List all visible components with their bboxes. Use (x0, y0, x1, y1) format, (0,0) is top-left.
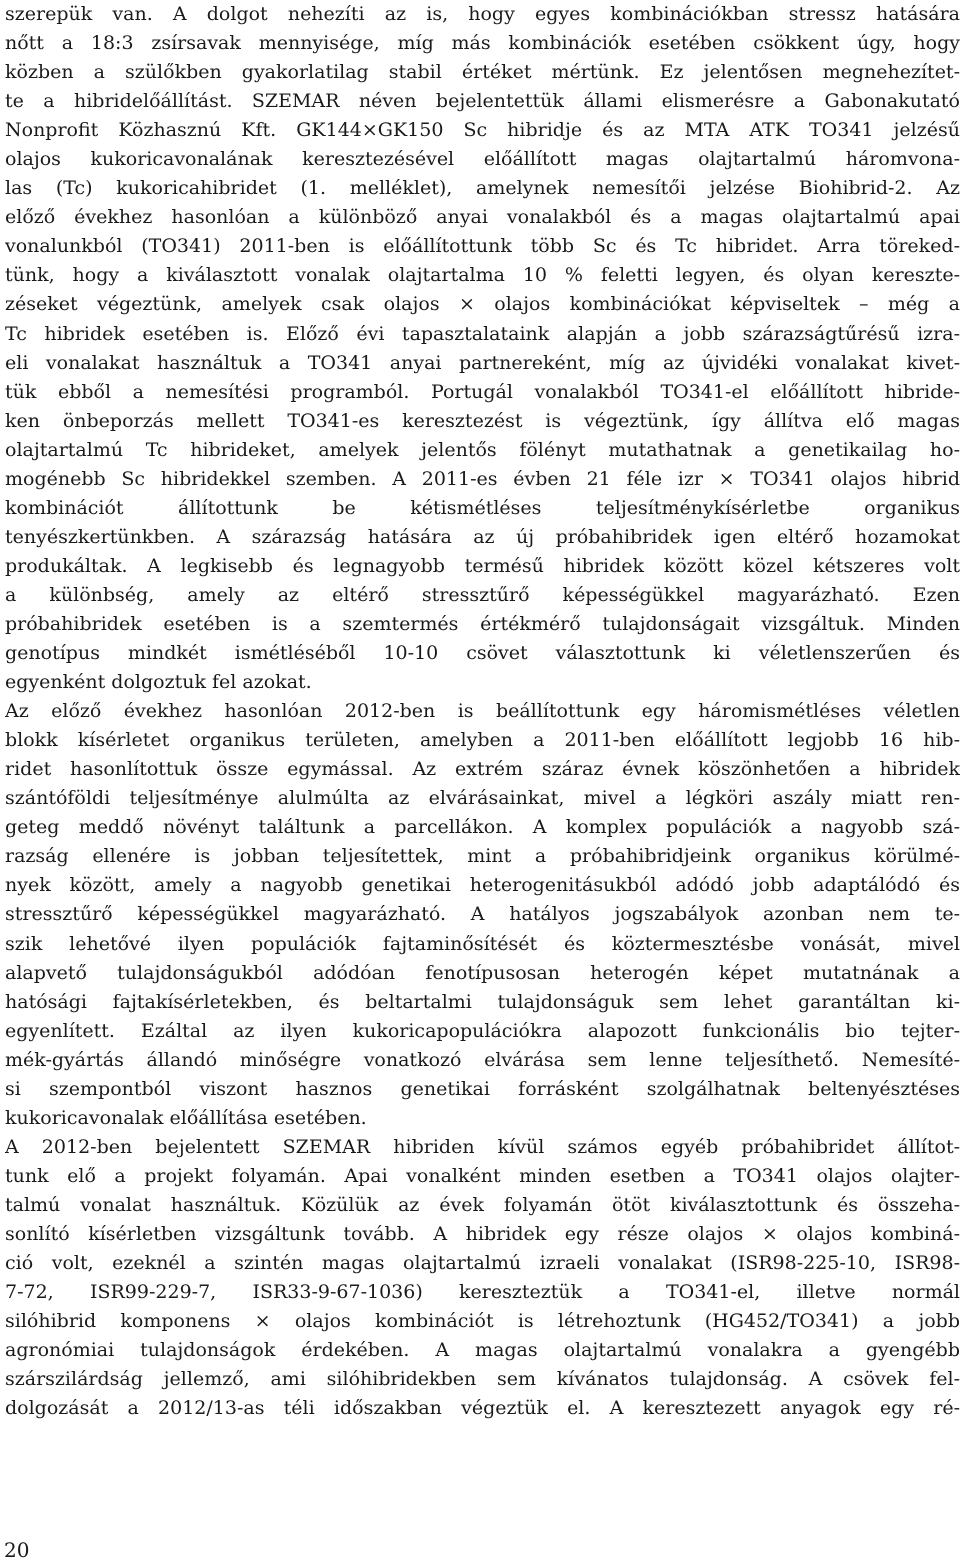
text-line: silóhibrid komponens × olajos kombinációt is létrehoztunk (HG452/TO341) a jobb (5, 1310, 960, 1333)
text-line: Nonprofit Közhasznú Kft. GK144×GK150 Sc hibridje és az MTA ATK TO341 jelzésű (5, 119, 960, 142)
text-line: kombinációt állítottunk be kétismétléses teljesítménykísérletbe organikus (5, 496, 960, 519)
text-line: mogénebb Sc hibridekkel szemben. A 2011-es évben 21 féle izr × TO341 olajos hibrid (5, 467, 960, 490)
text-line: produkáltak. A legkisebb és legnagyobb termésű hibridek között közel kétszeres volt (5, 554, 960, 577)
text-line: Az előző évekhez hasonlóan 2012-ben is beállítottunk egy háromismétléses véletlen (5, 700, 960, 723)
text-line: tunk elő a projekt folyamán. Apai vonalként minden esetben a TO341 olajos olajter- (5, 1164, 960, 1187)
text-line: előző évekhez hasonlóan a különböző anyai vonalakból és a magas olajtartalmú apai (5, 206, 960, 229)
text-line: las (Tc) kukoricahibridet (1. melléklet), amelynek nemesítői jelzése Biohibrid-2. Az (5, 177, 960, 200)
text-line: tük ebből a nemesítési programból. Portugál vonalakból TO341-el előállított hibride- (5, 380, 960, 403)
text-line: a különbség, amely az eltérő stressztűrő képességükkel magyarázható. Ezen (5, 583, 960, 606)
text-line: hatósági fajtakísérletekben, és beltartalmi tulajdonságuk sem lehet garantáltan ki- (5, 990, 960, 1013)
text-line: olajos kukoricavonalának keresztezésével előállított magas olajtartalmú háromvona- (5, 148, 960, 171)
text-line: egyenként dolgoztuk fel azokat. (5, 671, 312, 694)
text-line: agronómiai tulajdonságok érdekében. A magas olajtartalmú vonalakra a gyengébb (5, 1339, 960, 1362)
text-line: Tc hibridek esetében is. Előző évi tapasztalataink alapján a jobb szárazságtűrésű izra- (5, 322, 960, 345)
text-line: eli vonalakat használtuk a TO341 anyai partnereként, míg az újvidéki vonalakat kivet- (5, 351, 960, 374)
text-line: egyenlített. Ezáltal az ilyen kukoricapopulációkra alapozott funkcionális bio tejter- (5, 1019, 960, 1042)
text-line: zéseket végeztünk, amelyek csak olajos × olajos kombinációkat képviseltek – még a (5, 293, 960, 316)
text-line: nyek között, amely a nagyobb genetikai heterogenitásukból adódó jobb adaptálódó és (5, 874, 960, 897)
text-line: dolgozását a 2012/13-as téli időszakban végeztük el. A keresztezett anyagok egy ré- (5, 1397, 960, 1420)
text-line: alapvető tulajdonságukból adódóan fenotípusosan heterogén képet mutatnának a (5, 961, 960, 984)
text-line: próbahibridek esetében is a szemtermés értékmérő tulajdonságait vizsgáltuk. Minden (5, 612, 960, 635)
text-line: talmú vonalat használtuk. Közülük az évek folyamán ötöt kiválasztottunk és összeha- (5, 1193, 960, 1216)
text-line: stressztűrő képességükkel magyarázható. A hatályos jogszabályok azonban nem te- (5, 903, 960, 926)
text-line: tenyészkertünkben. A szárazság hatására az új próbahibridek igen eltérő hozamokat (5, 525, 960, 548)
text-line: sonlító kísérletben vizsgáltunk tovább. A hibridek egy része olajos × olajos kombiná- (5, 1222, 960, 1245)
text-line: blokk kísérletet organikus területen, amelyben a 2011-ben előállított legjobb 16 hib- (5, 729, 960, 752)
body-text (5, 0, 960, 1423)
text-line: geteg meddő növényt találtunk a parcellákon. A komplex populációk a nagyobb szá- (5, 816, 960, 839)
text-line: szik lehetővé ilyen populációk fajtaminősítését és köztermesztésbe vonását, mivel (5, 932, 960, 955)
text-line: szárszilárdság jellemző, ami silóhibridekben sem kívánatos tulajdonság. A csövek fel- (5, 1368, 960, 1391)
page-number: 20 (4, 1538, 30, 1562)
text-line: vonalunkból (TO341) 2011-ben is előállítottunk több Sc és Tc hibridet. Arra töreked- (5, 235, 960, 258)
text-line: genotípus mindkét ismétléséből 10-10 csövet választottunk ki véletlenszerűen és (5, 642, 960, 665)
text-line: ció volt, ezeknél a szintén magas olajtartalmú izraeli vonalakat (ISR98-225-10, ISR98- (5, 1252, 960, 1275)
text-line: te a hibridelőállítást. SZEMAR néven bejelentettük állami elismerésre a Gabonakutató (5, 90, 960, 113)
text-line: nőtt a 18:3 zsírsavak mennyisége, míg más kombinációk esetében csökkent úgy, hogy (5, 32, 960, 55)
text-line: 7-72, ISR99-229-7, ISR33-9-67-1036) kereszteztük a TO341-el, illetve normál (5, 1281, 960, 1304)
text-line: szerepük van. A dolgot nehezíti az is, hogy egyes kombinációkban stressz hatására (5, 3, 960, 25)
text-line: közben a szülőkben gyakorlatilag stabil értéket mértünk. Ez jelentősen megnehezítet- (5, 61, 960, 84)
text-line: A 2012-ben bejelentett SZEMAR hibriden kívül számos egyéb próbahibridet állítot- (5, 1135, 960, 1158)
text-line: tünk, hogy a kiválasztott vonalak olajtartalma 10 % feletti legyen, és olyan kereszte- (5, 264, 960, 287)
text-line: ken önbeporzás mellett TO341-es keresztezést is végeztünk, így állítva elő magas (5, 409, 960, 432)
text-line: szántóföldi teljesítménye alulmúlta az elvárásainkat, mivel a légköri aszály miatt ren- (5, 787, 960, 810)
text-line: mék-gyártás állandó minőségre vonatkozó elvárása sem lenne teljesíthető. Nemesíté- (5, 1048, 960, 1071)
text-line: kukoricavonalak előállítása esetében. (5, 1106, 367, 1129)
text-line: olajtartalmú Tc hibrideket, amelyek jelentős fölényt mutathatnak a genetikailag ho- (5, 438, 960, 461)
text-line: ridet hasonlítottuk össze egymással. Az extrém száraz évnek köszönhetően a hibridek (5, 758, 960, 781)
text-line: si szempontból viszont hasznos genetikai forrásként szolgálhatnak beltenyésztéses (5, 1077, 960, 1100)
text-line: razság ellenére is jobban teljesítettek, mint a próbahibridjeink organikus körülmé- (5, 845, 960, 868)
